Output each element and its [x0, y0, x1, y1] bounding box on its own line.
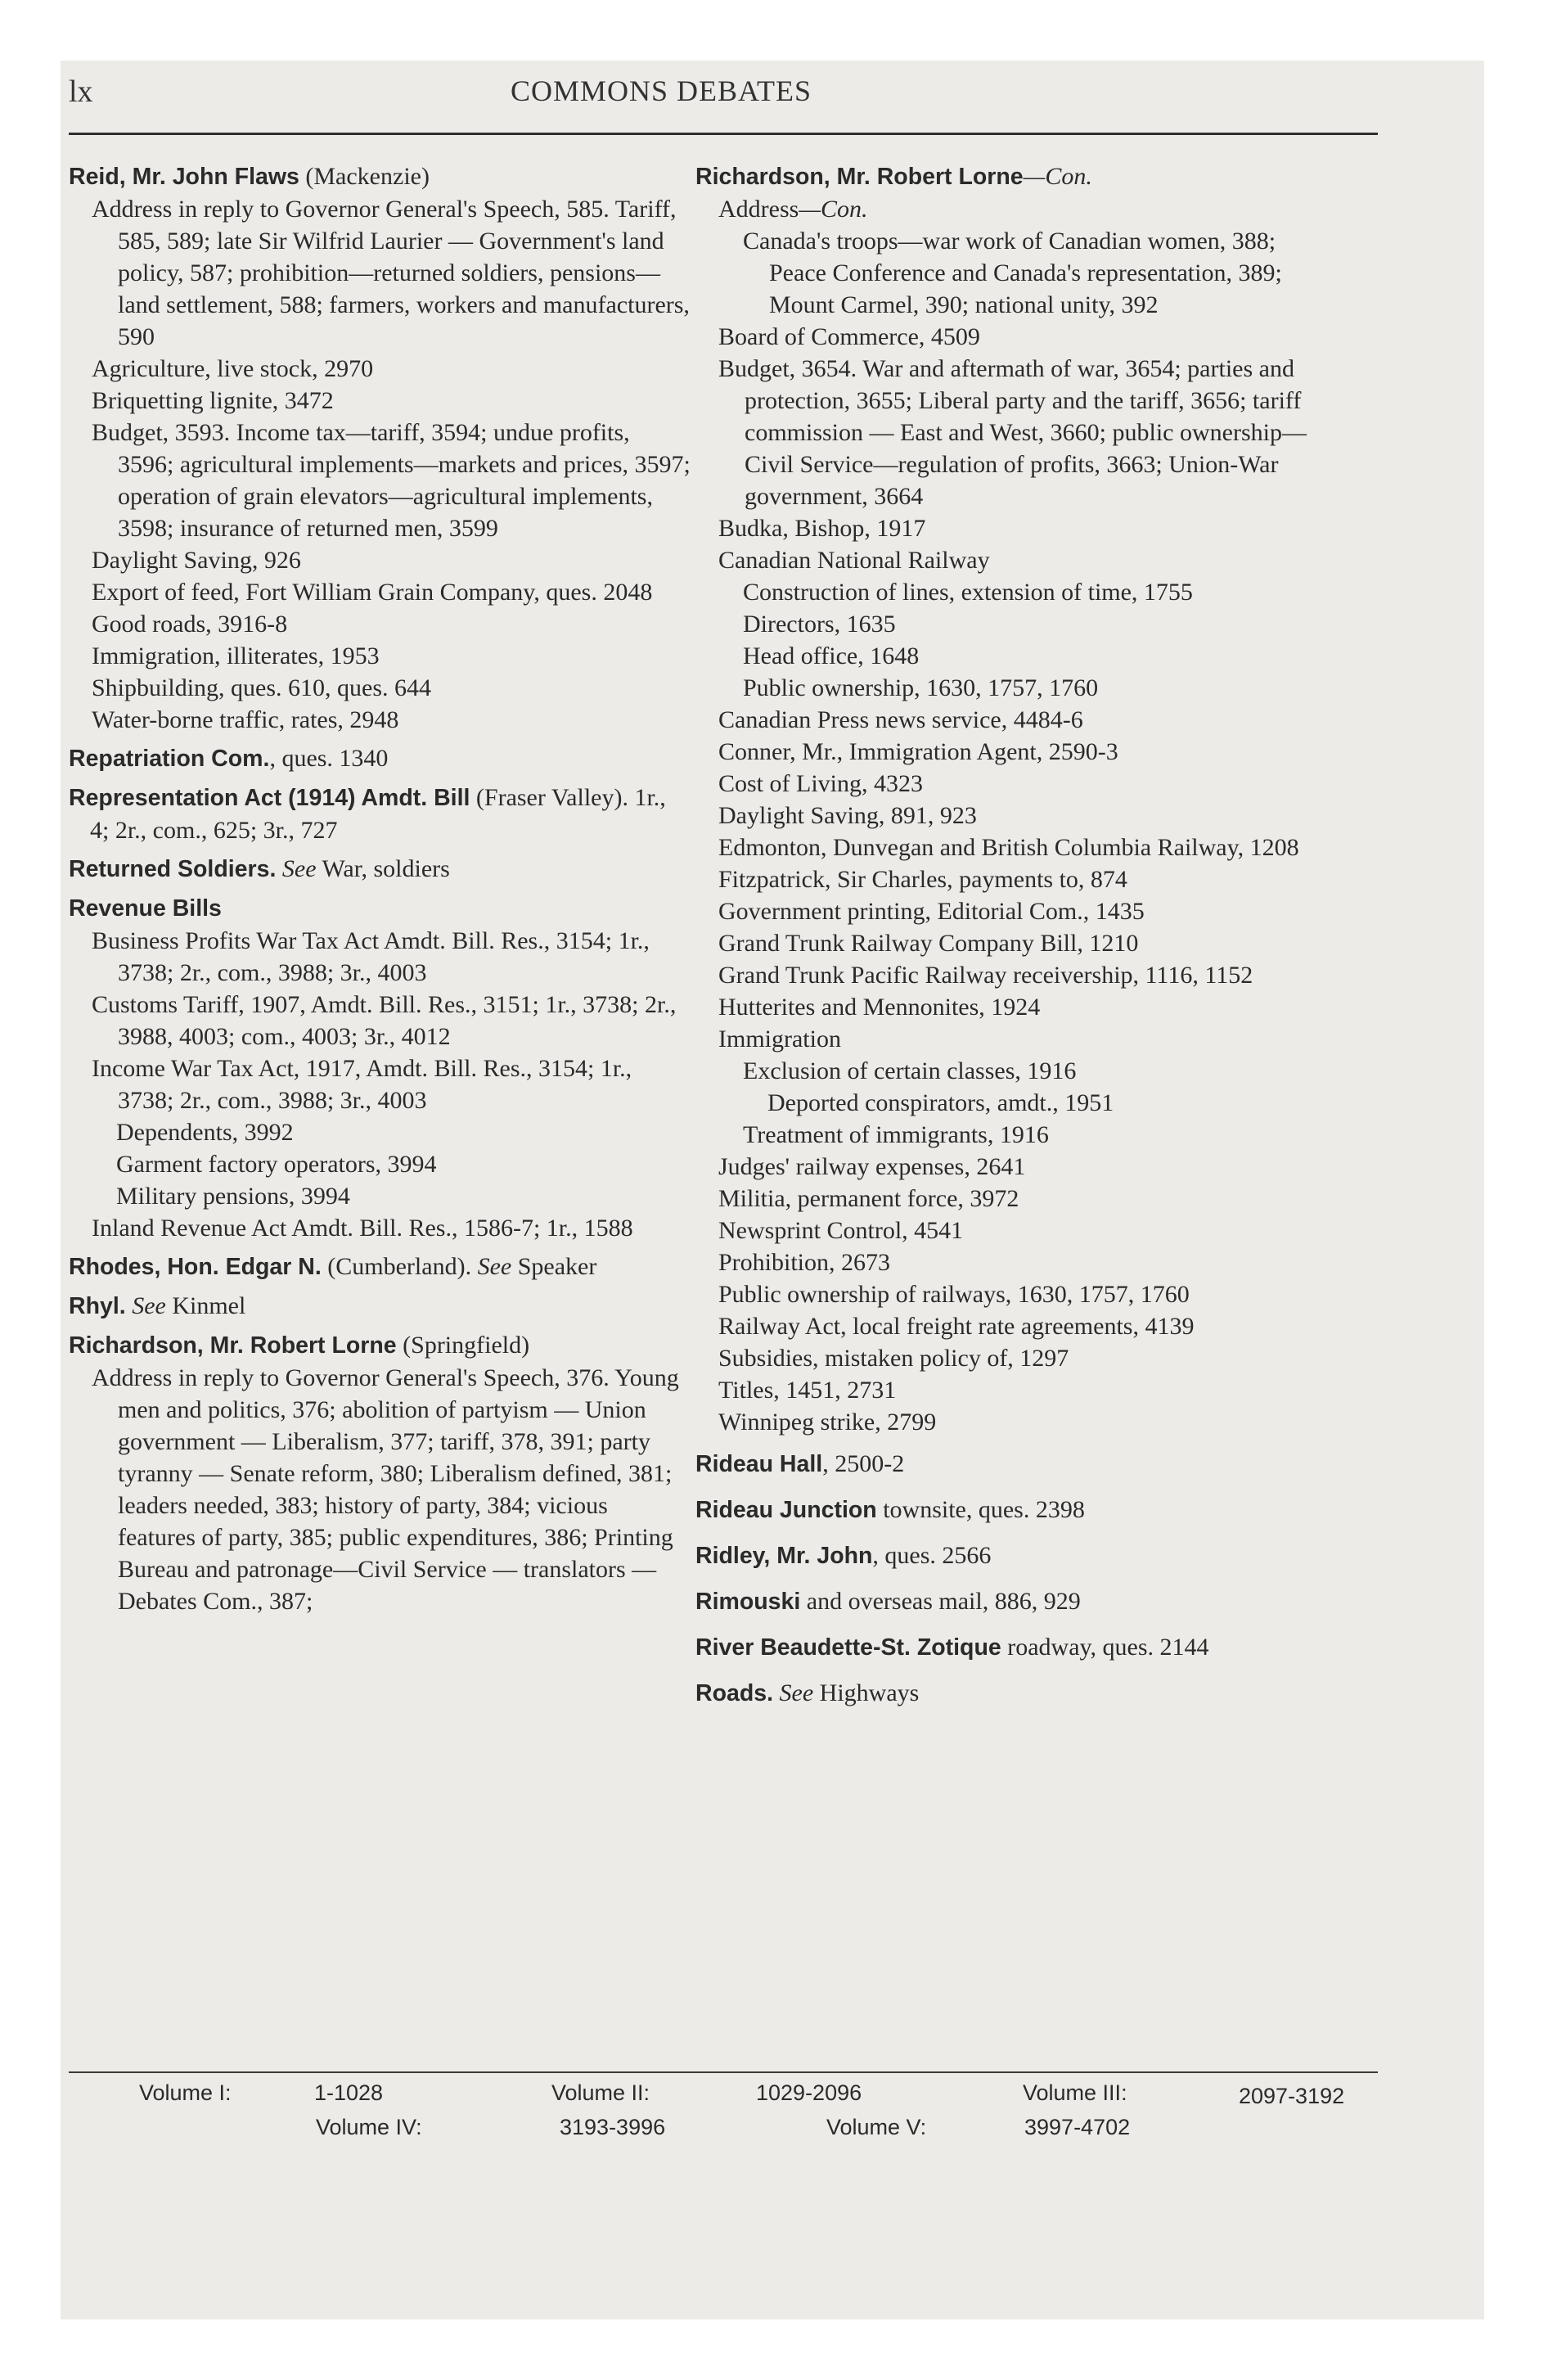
entry-detail: (Cumberland).: [321, 1253, 472, 1280]
entry-detail: (Springfield): [396, 1332, 530, 1359]
index-entry: [695, 160, 1317, 1438]
index-entry: [695, 1539, 1317, 1572]
sub-entry: Briquetting lignite, 3472: [92, 387, 334, 414]
entry-detail: , ques. 2566: [872, 1542, 992, 1569]
sub-sub-entry: Head office, 1648: [743, 642, 920, 669]
sub-entry: Good roads, 3916-8: [92, 611, 288, 638]
sub-entry: Government printing, Editorial Com., 1435: [718, 898, 1145, 925]
volume-4-range: 3193-3996: [560, 2115, 666, 2139]
sub-entry: [695, 193, 1317, 225]
header-rule: [69, 133, 1378, 135]
right-column: [695, 160, 1317, 1716]
volume-footer: [69, 2080, 1411, 2154]
entry-detail: Highways: [813, 1679, 920, 1706]
index-entry: [69, 742, 691, 775]
entry-heading: Ridley, Mr. John: [695, 1543, 873, 1569]
sub-entry: Judges' railway expenses, 2641: [718, 1153, 1026, 1180]
volume-1-label: Volume I:: [139, 2080, 232, 2105]
entry-detail: War, soldiers: [316, 855, 450, 882]
index-entry: [695, 1631, 1317, 1664]
volume-4-label: Volume IV:: [316, 2115, 422, 2139]
entry-heading: Revenue Bills: [69, 895, 222, 922]
page-number: lx: [69, 74, 93, 109]
volume-1-range: 1-1028: [314, 2080, 384, 2105]
index-entry: [69, 892, 691, 1244]
sub-sub-entry: Treatment of immigrants, 1916: [743, 1121, 1049, 1148]
index-entry: [695, 1448, 1317, 1481]
entry-detail: (Mackenzie): [299, 163, 430, 190]
entry-heading: Richardson, Mr. Robert Lorne: [695, 164, 1024, 190]
entry-detail: (Fraser Valley). 1r., 4; 2r., com., 625; 3r., 727: [90, 784, 666, 844]
footer-rule: [69, 2071, 1378, 2073]
sub-entry: Militia, permanent force, 3972: [718, 1185, 1019, 1212]
sub-entry: Export of feed, Fort William Grain Company, ques. 2048: [92, 579, 653, 606]
sub-entry: Water-borne traffic, rates, 2948: [92, 706, 399, 733]
sub-sub-entry: Construction of lines, extension of time, 1755: [743, 579, 1193, 606]
sub-sub-entry: Exclusion of certain classes, 1916: [743, 1057, 1077, 1084]
entry-detail: Speaker: [511, 1253, 597, 1280]
index-entry: [69, 1290, 691, 1323]
sub-entry: Board of Commerce, 4509: [718, 323, 980, 350]
sub-entry: Titles, 1451, 2731: [718, 1377, 897, 1404]
sub-entry: Daylight Saving, 926: [92, 547, 301, 574]
sub-entry: Conner, Mr., Immigration Agent, 2590-3: [718, 738, 1118, 765]
sub-entry: Agriculture, live stock, 2970: [92, 355, 374, 382]
sub-entry: Edmonton, Dunvegan and British Columbia Railway, 1208: [718, 834, 1299, 861]
sub-sub-sub-entry: Deported conspirators, amdt., 1951: [767, 1089, 1114, 1116]
sub-entry: Business Profits War Tax Act Amdt. Bill. Res., 3154; 1r., 3738; 2r., com., 3988; 3r., 4003: [92, 927, 650, 986]
see-reference: See: [276, 855, 317, 882]
sub-entry: Winnipeg strike, 2799: [718, 1409, 937, 1436]
index-entry: [69, 782, 691, 846]
entry-heading: Rideau Junction: [695, 1497, 877, 1523]
sub-entry: Address in reply to Governor General's Speech, 376. Young men and politics, 376; abolition of partyism — Union government — Liberalism, 377; tariff, 378, 391; party tyranny — Senate reform, 380; Liberalism defined, 381; leaders needed, 383; history of party, 384; vicious features of party, 385; public expenditures, 386; Printing Bureau and patronage—Civil Service — translators — Debates Com., 387;: [92, 1364, 679, 1615]
entry-heading: River Beaudette-St. Zotique: [695, 1634, 1001, 1661]
index-entry: [69, 1251, 691, 1283]
sub-entry: Budget, 3654. War and aftermath of war, 3654; parties and protection, 3655; Liberal party and the tariff, 3656; tariff commission — East and West, 3660; public ownership—Civil Service—regulation of profits, 3663; Union-War government, 3664: [718, 355, 1307, 510]
sub-entry: Customs Tariff, 1907, Amdt. Bill. Res., 3151; 1r., 3738; 2r., 3988, 4003; com., 4003; 3r., 4012: [92, 991, 677, 1050]
entry-detail: roadway, ques. 2144: [1001, 1634, 1209, 1661]
sub-entry: Hutterites and Mennonites, 1924: [718, 994, 1041, 1021]
sub-sub-entry: Dependents, 3992: [116, 1119, 294, 1146]
sub-entry: Shipbuilding, ques. 610, ques. 644: [92, 674, 432, 701]
sub-sub-entry: Canada's troops—war work of Canadian women, 388; Peace Conference and Canada's representation, 389; Mount Carmel, 390; national unity, 392: [743, 228, 1282, 318]
entry-detail: townsite, ques. 2398: [876, 1496, 1085, 1523]
index-entry: [695, 1585, 1317, 1618]
sub-sub-entry: Public ownership, 1630, 1757, 1760: [743, 674, 1099, 701]
volume-5-range: 3997-4702: [1024, 2115, 1131, 2139]
index-entry: [69, 160, 691, 736]
entry-heading: Repatriation Com.: [69, 746, 270, 772]
page-header: [69, 74, 1361, 123]
sub-entry: Immigration, illiterates, 1953: [92, 642, 380, 669]
volume-2-range: 1029-2096: [756, 2080, 862, 2105]
sub-entry: Inland Revenue Act Amdt. Bill. Res., 1586-7; 1r., 1588: [92, 1215, 633, 1242]
sub-sub-entry: Directors, 1635: [743, 611, 896, 638]
sub-entry: Daylight Saving, 891, 923: [718, 802, 977, 829]
sub-entry: Grand Trunk Pacific Railway receivership, 1116, 1152: [718, 962, 1253, 989]
entry-detail: , 2500-2: [822, 1450, 905, 1477]
running-title: COMMONS DEBATES: [511, 74, 812, 107]
index-entry: [69, 853, 691, 886]
entry-heading: Rhodes, Hon. Edgar N.: [69, 1254, 322, 1280]
sub-entry: Canadian Press news service, 4484-6: [718, 706, 1083, 733]
sub-entry: Grand Trunk Railway Company Bill, 1210: [718, 930, 1139, 957]
entry-heading: Reid, Mr. John Flaws: [69, 164, 299, 190]
sub-entry: Budget, 3593. Income tax—tariff, 3594; undue profits, 3596; agricultural implements—markets and prices, 3597; operation of grain elevators—agricultural implements, 3598; insurance of returned men, 3599: [92, 419, 691, 542]
left-column: [69, 160, 691, 1624]
sub-entry: Subsidies, mistaken policy of, 1297: [718, 1345, 1069, 1372]
entry-heading: Roads.: [695, 1680, 774, 1706]
continued-marker: —Con.: [799, 196, 868, 223]
volume-3-range: 2097-3192: [1239, 2084, 1345, 2108]
sub-entry: Railway Act, local freight rate agreements, 4139: [718, 1313, 1195, 1340]
sub-entry: Newsprint Control, 4541: [718, 1217, 964, 1244]
entry-heading: Richardson, Mr. Robert Lorne: [69, 1332, 397, 1359]
index-entry: [695, 1494, 1317, 1526]
continued-marker: —Con.: [1023, 163, 1092, 190]
sub-entry: Fitzpatrick, Sir Charles, payments to, 874: [718, 866, 1127, 893]
index-entry: [695, 1677, 1317, 1710]
sub-sub-entry: Garment factory operators, 3994: [116, 1151, 437, 1178]
see-reference: See: [773, 1679, 814, 1706]
see-reference: See: [125, 1292, 166, 1319]
entry-heading: Representation Act (1914) Amdt. Bill: [69, 785, 470, 811]
see-reference: See: [471, 1253, 512, 1280]
sub-entry: Income War Tax Act, 1917, Amdt. Bill. Res., 3154; 1r., 3738; 2r., com., 3988; 3r., 4003: [92, 1055, 632, 1114]
sub-entry: Public ownership of railways, 1630, 1757, 1760: [718, 1281, 1190, 1308]
entry-heading: Rideau Hall: [695, 1451, 823, 1477]
entry-heading: Rimouski: [695, 1589, 801, 1615]
volume-2-label: Volume II:: [551, 2080, 650, 2105]
volume-5-label: Volume V:: [826, 2115, 927, 2139]
sub-entry: Prohibition, 2673: [718, 1249, 891, 1276]
sub-entry: Canadian National Railway: [718, 547, 990, 574]
sub-entry: Address in reply to Governor General's Speech, 585. Tariff, 585, 589; late Sir Wilfrid Laurier — Government's land policy, 587; prohibition—returned soldiers, pensions—land settlement, 588; farmers, workers and manufacturers, 590: [92, 196, 690, 350]
entry-heading: Returned Soldiers.: [69, 856, 277, 882]
address-label: Address: [718, 196, 799, 223]
entry-heading: Rhyl.: [69, 1293, 126, 1319]
entry-detail: Kinmel: [165, 1292, 246, 1319]
volume-3-label: Volume III:: [1023, 2080, 1127, 2105]
index-entry: [69, 1329, 691, 1617]
entry-detail: , ques. 1340: [269, 745, 389, 772]
sub-sub-entry: Military pensions, 3994: [116, 1183, 350, 1210]
entry-detail: and overseas mail, 886, 929: [800, 1588, 1081, 1615]
sub-entry: Budka, Bishop, 1917: [718, 515, 926, 542]
sub-entry: Cost of Living, 4323: [718, 770, 924, 797]
sub-entry: Immigration: [718, 1025, 841, 1053]
